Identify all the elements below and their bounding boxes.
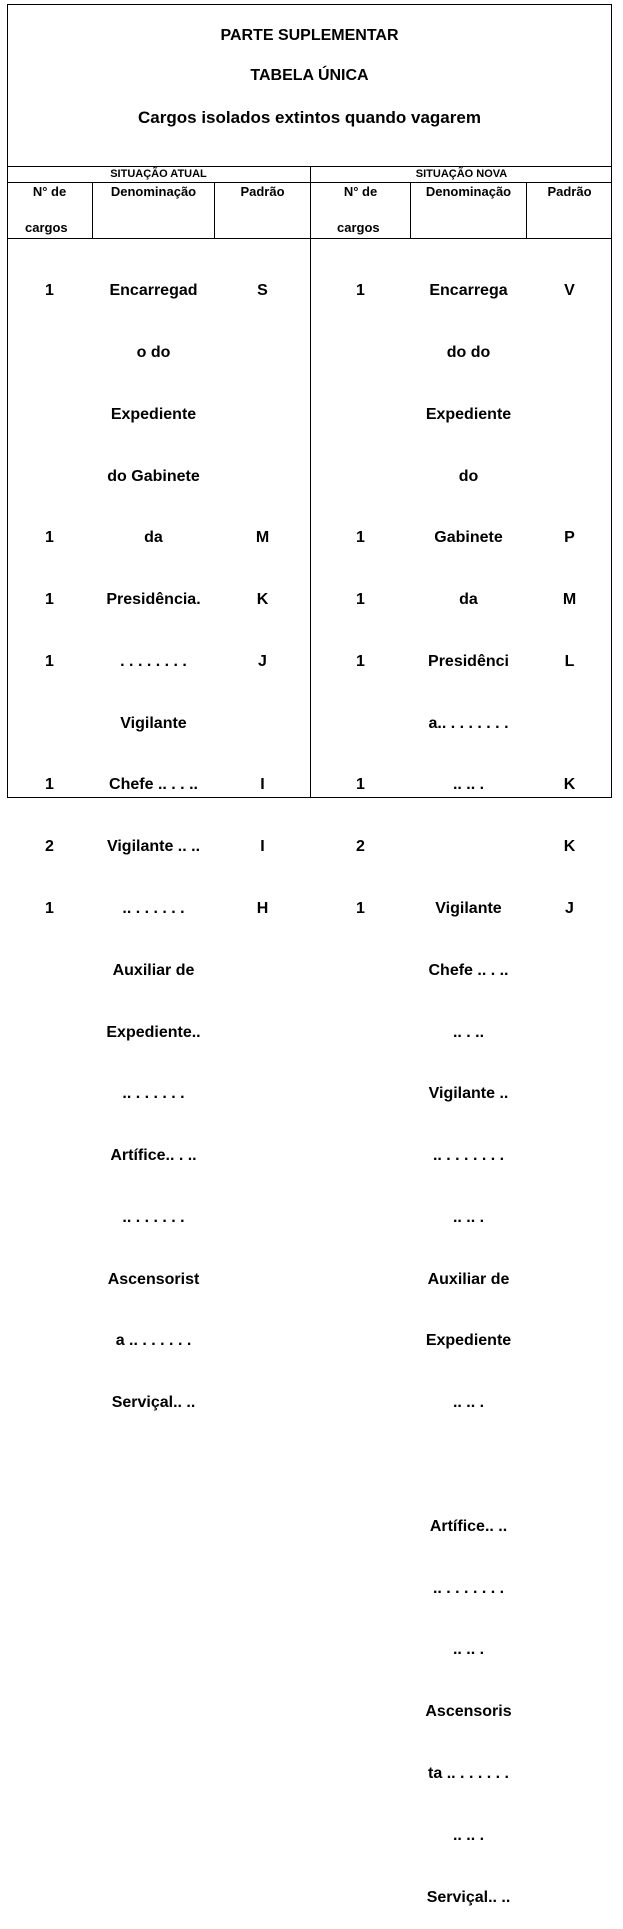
- padrao-cell: V: [564, 282, 575, 300]
- col-denominacao-nova: Denominação: [425, 184, 512, 199]
- padrao-cell: [215, 467, 310, 488]
- denominacao-line: Expediente: [425, 405, 512, 423]
- numero-cell: 1: [45, 529, 54, 547]
- denominacao-line: [411, 837, 526, 858]
- padrao-cell: [527, 343, 612, 364]
- denominacao-line: Serviçal.. ..: [426, 1888, 511, 1906]
- numero-cell: 1: [356, 900, 365, 917]
- numero-cell: [7, 343, 92, 364]
- denominacao-line: Expediente: [110, 405, 197, 423]
- numero-cell: 1: [356, 529, 365, 547]
- atual-denominacao-col: [93, 240, 214, 1434]
- numero-cell: 1: [45, 652, 54, 670]
- nova-numeros-col: [311, 240, 410, 940]
- padrao-cell: K: [563, 838, 576, 856]
- denominacao-line: da: [144, 529, 163, 547]
- padrao-cell: M: [255, 529, 270, 547]
- numero-cell: 1: [45, 900, 54, 917]
- denominacao-line: Presidênci: [428, 652, 509, 670]
- denominacao-line: Vigilante ..: [428, 1085, 509, 1103]
- denominacao-line: .. . ..: [452, 1023, 485, 1041]
- padrao-cell: I: [260, 838, 265, 856]
- denominacao-line: Serviçal.. ..: [111, 1394, 196, 1412]
- denominacao-line: da: [459, 591, 478, 609]
- numero-cell: [7, 405, 92, 426]
- table-subtitle: Cargos isolados extintos quando vagarem: [138, 108, 481, 127]
- denominacao-line: a.. . . . . . . .: [428, 714, 509, 732]
- numero-cell: 2: [45, 838, 54, 856]
- table-title: TABELA ÚNICA: [250, 67, 369, 84]
- denominacao-line: Ascensoris: [425, 1703, 512, 1721]
- padrao-cell: J: [258, 652, 267, 670]
- col-n-de-nova: N° de: [343, 184, 378, 199]
- padrao-cell: J: [565, 900, 574, 917]
- denominacao-line: Vigilante .. ..: [106, 838, 201, 856]
- padrao-cell: [527, 405, 612, 426]
- numero-cell: 2: [356, 838, 365, 856]
- padrao-cell: K: [256, 591, 269, 609]
- denominacao-line: [411, 1455, 526, 1476]
- padrao-cell: M: [562, 591, 577, 609]
- denominacao-line: .. . . . . . . .: [432, 1579, 505, 1597]
- denominacao-line: Ascensorist: [107, 1270, 200, 1288]
- padrao-cell: [527, 467, 612, 488]
- denominacao-line: .. .. .: [452, 1826, 485, 1844]
- denominacao-line: Vigilante: [120, 714, 187, 732]
- padrao-cell: P: [564, 529, 575, 547]
- denominacao-line: Presidência.: [106, 591, 201, 609]
- denominacao-line: Chefe .. . . ..: [109, 776, 198, 794]
- padrao-cell: [527, 714, 612, 735]
- denominacao-line: . . . . . . . .: [120, 652, 187, 670]
- denominacao-line: .. . . . . . . .: [432, 1147, 505, 1165]
- padrao-cell: H: [256, 900, 269, 917]
- padrao-cell: L: [564, 652, 575, 670]
- denominacao-line: do: [458, 467, 479, 485]
- padrao-cell: I: [260, 776, 265, 794]
- col-cargos-nova: cargos: [337, 220, 380, 235]
- numero-cell: 1: [45, 282, 54, 300]
- denominacao-line: o do: [136, 343, 171, 361]
- numero-cell: 1: [356, 652, 365, 670]
- denominacao-line: Gabinete: [434, 529, 503, 547]
- denominacao-line: a .. . . . . . .: [115, 1332, 192, 1350]
- nova-denominacao-col: [411, 240, 526, 1929]
- padrao-cell: [215, 343, 310, 364]
- denominacao-line: Auxiliar de: [427, 1270, 510, 1288]
- denominacao-line: ta .. . . . . . .: [428, 1764, 509, 1782]
- col-padrao-nova: Padrão: [547, 184, 592, 199]
- numero-cell: 1: [356, 776, 365, 794]
- denominacao-line: .. .. .: [452, 776, 485, 794]
- group-situacao-atual: SITUAÇÃO ATUAL: [110, 168, 207, 180]
- numero-cell: [7, 714, 92, 735]
- atual-padrao-col: [215, 240, 310, 940]
- denominacao-line: .. . . . . . .: [122, 900, 185, 917]
- denominacao-line: do Gabinete: [107, 467, 200, 485]
- col-n-de-atual: N° de: [32, 184, 67, 199]
- padrao-cell: [215, 405, 310, 426]
- denominacao-line: Encarrega: [429, 282, 508, 300]
- padrao-cell: K: [563, 776, 576, 794]
- numero-cell: [311, 467, 410, 488]
- numero-cell: 1: [45, 591, 54, 609]
- nova-padrao-col: [527, 240, 612, 940]
- denominacao-line: Expediente: [425, 1332, 512, 1350]
- padrao-cell: S: [257, 282, 268, 300]
- denominacao-line: Auxiliar de: [112, 961, 195, 979]
- numero-cell: 1: [45, 776, 54, 794]
- denominacao-line: do do: [446, 343, 491, 361]
- denominacao-line: Vigilante: [435, 900, 502, 917]
- denominacao-line: .. .. .: [452, 1394, 485, 1412]
- denominacao-line: Chefe .. . ..: [428, 961, 509, 979]
- numero-cell: 1: [356, 591, 365, 609]
- col-padrao-atual: Padrão: [240, 184, 285, 199]
- col-denominacao-atual: Denominação: [110, 184, 197, 199]
- denominacao-line: Artífice.. . ..: [110, 1147, 197, 1165]
- numero-cell: 1: [356, 282, 365, 300]
- denominacao-line: Encarregad: [109, 282, 198, 300]
- padrao-cell: [215, 714, 310, 735]
- numero-cell: [311, 343, 410, 364]
- denominacao-line: .. . . . . . .: [122, 1208, 185, 1226]
- numero-cell: [311, 714, 410, 735]
- col-cargos-atual: cargos: [25, 220, 68, 235]
- denominacao-line: Artífice.. ..: [429, 1517, 508, 1535]
- denominacao-line: .. . . . . . .: [122, 1085, 185, 1103]
- atual-numeros-col: [7, 240, 92, 940]
- numero-cell: [311, 405, 410, 426]
- denominacao-line: .. .. .: [452, 1208, 485, 1226]
- numero-cell: [7, 467, 92, 488]
- group-situacao-nova: SITUAÇÃO NOVA: [415, 168, 508, 180]
- denominacao-line: .. .. .: [452, 1641, 485, 1659]
- denominacao-line: Expediente..: [106, 1023, 201, 1041]
- header-title: PARTE SUPLEMENTAR: [220, 27, 399, 44]
